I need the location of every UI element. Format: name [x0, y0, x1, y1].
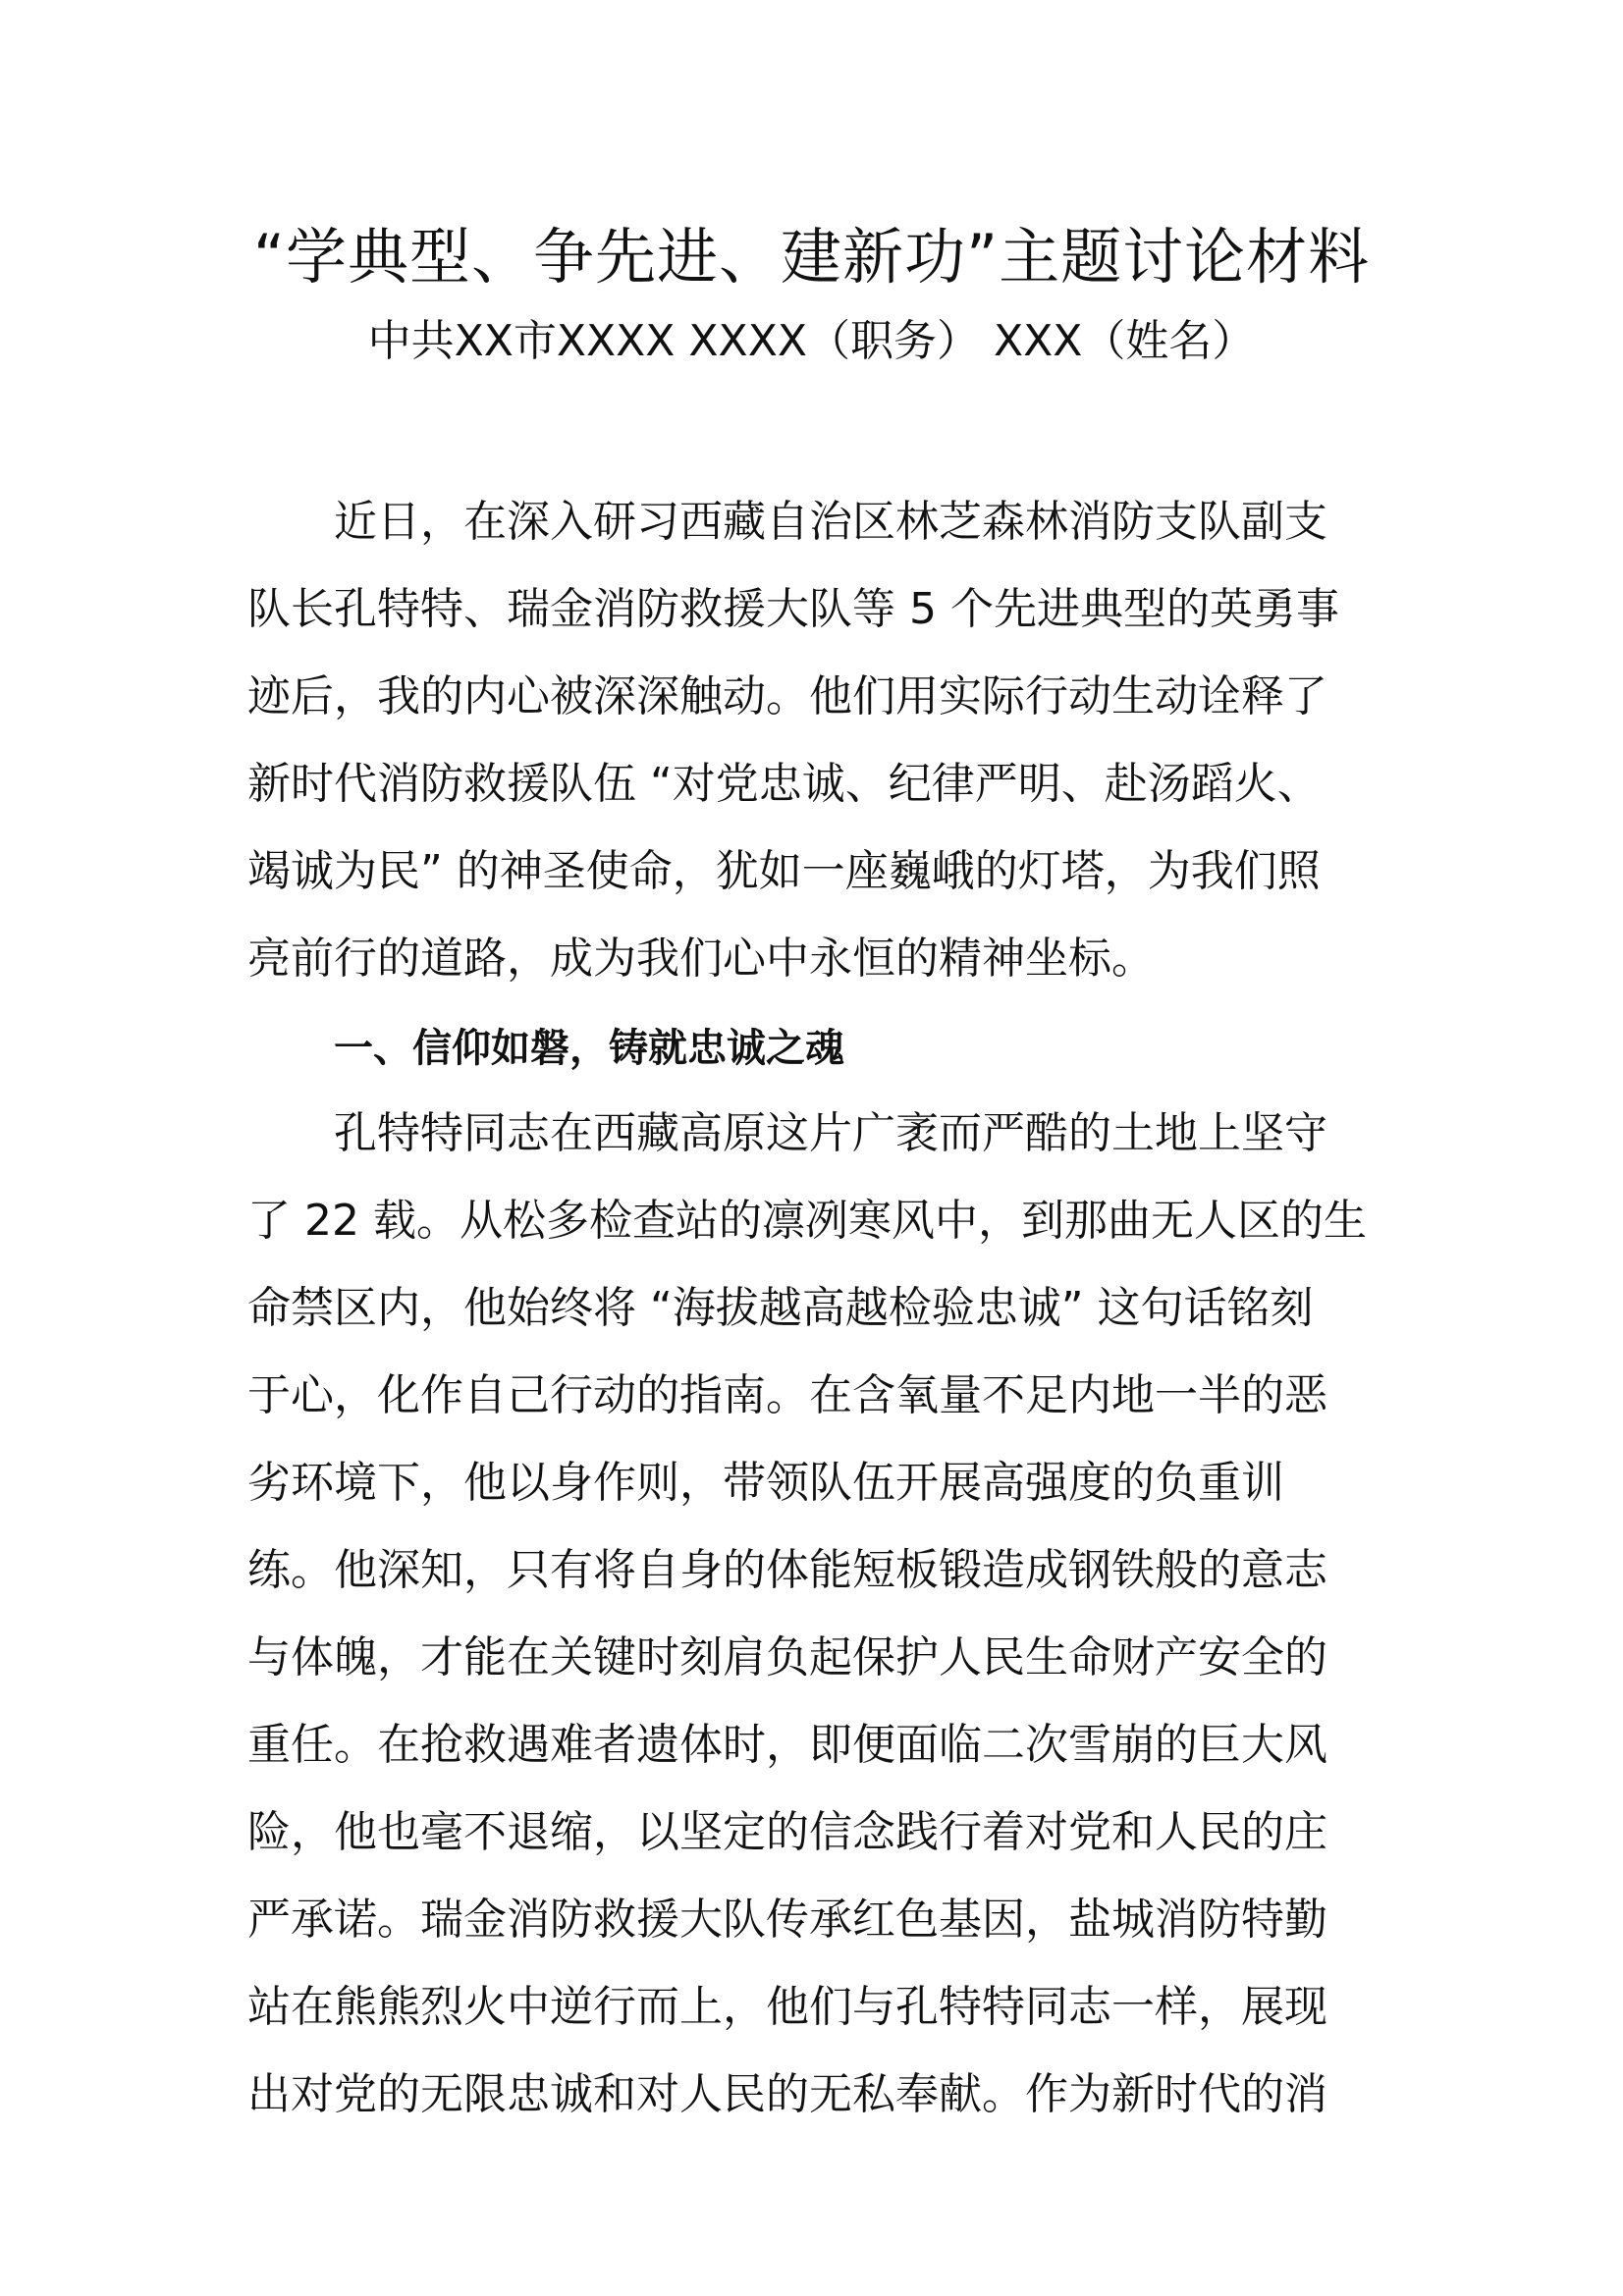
paragraph-line: 出对党的无限忠诚和对人民的无私奉献。作为新时代的消 [247, 2069, 1327, 2119]
paragraph-line: 站在熊熊烈火中逆行而上，他们与孔特特同志一样，展现 [247, 1982, 1327, 2032]
paragraph-line: 迹后，我的内心被深深触动。他们用实际行动生动诠释了 [247, 671, 1327, 721]
paragraph-line: 竭诚为民” 的神圣使命，犹如一座巍峨的灯塔，为我们照 [247, 846, 1321, 896]
paragraph-line: 于心，化作自己行动的指南。在含氧量不足内地一半的恶 [247, 1370, 1327, 1420]
paragraph-line: 近日，在深入研习西藏自治区林芝森林消防支队副支 [334, 497, 1327, 547]
paragraph-line: 队长孔特特、瑞金消防救援大队等 5 个先进典型的英勇事 [247, 584, 1339, 634]
paragraph-line: 了 22 载。从松多检查站的凛冽寒风中，到那曲无人区的生 [247, 1196, 1367, 1246]
paragraph-line: 练。他深知，只有将自身的体能短板锻造成钢铁般的意志 [247, 1545, 1327, 1595]
paragraph-line: 亮前行的道路，成为我们心中永恒的精神坐标。 [247, 934, 1155, 984]
paragraph-line: 严承诺。瑞金消防救援大队传承红色基因，盐城消防特勤 [247, 1895, 1327, 1945]
paragraph-line: 与体魄，才能在关键时刻肩负起保护人民生命财产安全的 [247, 1632, 1327, 1682]
paragraph-line: 险，他也毫不退缩，以坚定的信念践行着对党和人民的庄 [247, 1807, 1327, 1857]
section-heading: 一、信仰如磐，铸就忠诚之魂 [334, 1026, 844, 1071]
paragraph-line: 孔特特同志在西藏高原这片广袤而严酷的土地上坚守 [334, 1108, 1327, 1158]
paragraph-line: 命禁区内，他始终将 “海拔越高越检验忠诚” 这句话铭刻 [247, 1283, 1314, 1333]
document-title: “学典型、争先进、建新功”主题讨论材料 [252, 221, 1371, 293]
paragraph-line: 新时代消防救援队伍 “对党忠诚、纪律严明、赴汤蹈火、 [247, 759, 1321, 809]
paragraph-line: 重任。在抢救遇难者遗体时，即便面临二次雪崩的巨大风 [247, 1720, 1327, 1770]
document-subtitle: 中共XX市XXXX XXXX（职务） XXX（姓名） [367, 316, 1256, 366]
paragraph-line: 劣环境下，他以身作则，带领队伍开展高强度的负重训 [247, 1458, 1284, 1508]
